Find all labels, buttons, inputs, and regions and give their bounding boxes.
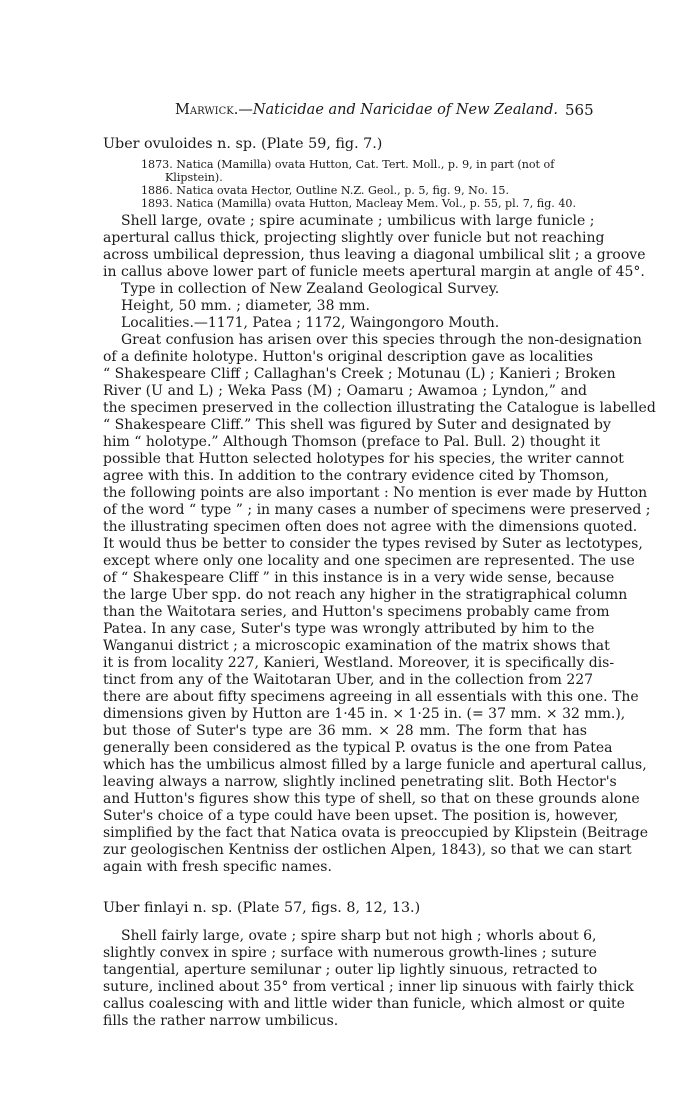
body-line: agree with this. In addition to the contrary evidence cited by Thomson, [103, 468, 610, 484]
body-line: the specimen preserved in the collection illustrating the Catalogue is labelled [103, 400, 656, 416]
body-line: there are about fifty specimens agreeing in all essentials with this one. The [103, 689, 639, 705]
body-line: suture, inclined about 35° from vertical ; inner lip sinuous with fairly thick [103, 979, 634, 995]
localities-line: Localities.—1171, Patea ; 1172, Waingongoro Mouth. [121, 315, 500, 331]
body-line: possible that Hutton selected holotypes for his species, the writer cannot [103, 451, 624, 467]
body-line: of “ Shakespeare Cliff ” in this instance is in a very wide sense, because [103, 570, 615, 586]
body-line: Height, 50 mm. ; diameter, 38 mm. [121, 298, 370, 314]
body-line: zur geologischen Kentniss der ostlichen Alpen, 1843), so that we can start [103, 842, 632, 858]
body-line: It would thus be better to consider the types revised by Suter as lectotypes, [103, 536, 643, 552]
body-line: generally been considered as the typical P. ovatus is the one from Patea [103, 740, 613, 756]
body-line: across umbilical depression, thus leaving a diagonal umbilical slit ; a groove [103, 247, 646, 263]
synonymy-line: 1873. Natica (Mamilla) ovata Hutton, Cat. Tert. Moll., p. 9, in part (not of [141, 158, 555, 171]
body-line: him “ holotype.” Although Thomson (preface to Pal. Bull. 2) thought it [103, 434, 601, 450]
body-line: than the Waitotara series, and Hutton's specimens probably came from [103, 604, 610, 620]
body-line: which has the umbilicus almost filled by a large funicle and apertural callus, [103, 757, 647, 773]
body-line: Suter's choice of a type could have been upset. The position is, however, [103, 808, 619, 824]
species-heading-finlayi: Uber finlayi n. sp. (Plate 57, figs. 8, 12, 13.) [103, 900, 421, 916]
body-line: fills the rather narrow umbilicus. [103, 1013, 339, 1029]
body-line: in callus above lower part of funicle meets apertural margin at angle of 45°. [103, 264, 645, 280]
synonymy-line: 1886. Natica ovata Hector, Outline N.Z. Geol., p. 5, fig. 9, No. 15. [141, 184, 510, 197]
synonymy-line: Klipstein). [165, 171, 223, 184]
body-line: slightly convex in spire ; surface with numerous growth-lines ; suture [103, 945, 597, 961]
body-line: of a definite holotype. Hutton's original description gave as localities [103, 349, 594, 365]
body-line: again with fresh specific names. [103, 859, 332, 875]
body-line: tangential, aperture semilunar ; outer lip lightly sinuous, retracted to [103, 962, 598, 978]
body-line: Type in collection of New Zealand Geological Survey. [121, 281, 500, 297]
header-author: Marwick. [175, 102, 239, 118]
body-line: Great confusion has arisen over this species through the non-designation [121, 332, 642, 348]
body-line: Wanganui district ; a microscopic examination of the matrix shows that [103, 638, 610, 654]
species-heading-ovuloides: Uber ovuloides n. sp. (Plate 59, fig. 7.) [103, 136, 383, 152]
body-line: callus coalescing with and little wider than funicle, which almost or quite [103, 996, 625, 1012]
body-line: but those of Suter's type are 36 mm. × 28 mm. The form that has [103, 723, 587, 739]
body-line: Shell large, ovate ; spire acuminate ; umbilicus with large funicle ; [121, 213, 595, 229]
body-line: “ Shakespeare Cliff.” This shell was figured by Suter and designated by [103, 417, 611, 433]
running-header: Marwick.—Naticidae and Naricidae of New Zealand. [175, 102, 558, 118]
body-line: leaving always a narrow, slightly inclined penetrating slit. Both Hector's [103, 774, 617, 790]
body-line: the illustrating specimen often does not agree with the dimensions quoted. [103, 519, 638, 535]
body-line: except where only one locality and one specimen are represented. The use [103, 553, 635, 569]
body-line: it is from locality 227, Kanieri, Westland. Moreover, it is specifically dis- [103, 655, 615, 671]
body-line: and Hutton's figures show this type of shell, so that on these grounds alone [103, 791, 640, 807]
body-line: Shell fairly large, ovate ; spire sharp but not high ; whorls about 6, [121, 928, 597, 944]
body-line: apertural callus thick, projecting slightly over funicle but not reaching [103, 230, 605, 246]
body-line: dimensions given by Hutton are 1·45 in. × 1·25 in. (= 37 mm. × 32 mm.), [103, 706, 626, 722]
body-line: the following points are also important : No mention is ever made by Hutton [103, 485, 648, 501]
body-line: the large Uber spp. do not reach any higher in the stratigraphical column [103, 587, 628, 603]
page-number: 565 [565, 101, 594, 119]
synonymy-line: 1893. Natica (Mamilla) ovata Hutton, Macleay Mem. Vol., p. 55, pl. 7, fig. 40. [141, 197, 577, 210]
body-line: Patea. In any case, Suter's type was wrongly attributed by him to the [103, 621, 595, 637]
body-line: tinct from any of the Waitotaran Uber, and in the collection from 227 [103, 672, 594, 688]
header-running-title: Naticidae and Naricidae of New Zealand. [252, 102, 558, 118]
body-line: of the word “ type ” ; in many cases a number of specimens were preserved ; [103, 502, 651, 518]
body-line: “ Shakespeare Cliff ; Callaghan's Creek ; Motunau (L) ; Kanieri ; Broken [103, 366, 616, 382]
body-line: River (U and L) ; Weka Pass (M) ; Oamaru ; Awamoa ; Lyndon,” and [103, 383, 587, 399]
body-line: simplified by the fact that Natica ovata is preoccupied by Klipstein (Beitrage [103, 825, 649, 841]
